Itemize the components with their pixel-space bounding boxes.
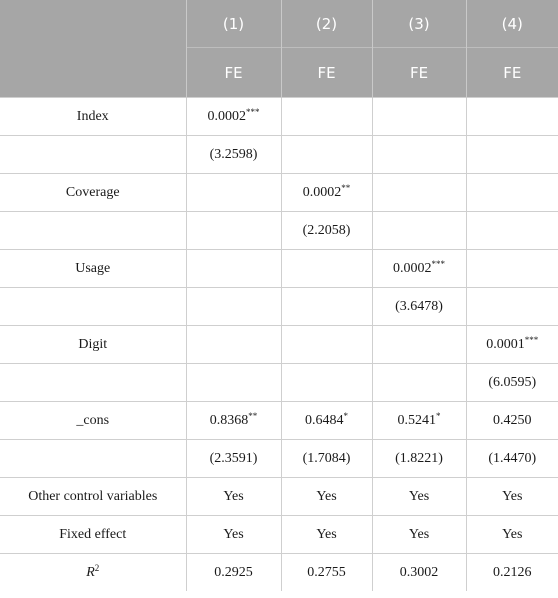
cell-col-3: 0.0002*** (372, 250, 466, 288)
cell-col-2 (281, 136, 372, 174)
table-row (0, 402, 558, 440)
cell-col-2 (281, 250, 372, 288)
cell-col-3 (372, 136, 466, 174)
row-label: Index (0, 98, 186, 136)
significance-stars: *** (431, 258, 445, 269)
table-row (0, 440, 558, 478)
cell-col-3: 0.5241* (372, 402, 466, 440)
cell-col-3: Yes (372, 516, 466, 554)
r-squared-exponent: 2 (94, 562, 100, 573)
r-squared-symbol: R (86, 564, 95, 580)
table-row (0, 516, 558, 554)
cell-col-2 (281, 326, 372, 364)
row-label (0, 136, 186, 174)
cell-col-2: 0.6484* (281, 402, 372, 440)
significance-stars: *** (246, 106, 260, 117)
cell-col-2 (281, 288, 372, 326)
row-label (0, 212, 186, 250)
cell-col-1: Yes (186, 516, 281, 554)
table-row (0, 98, 558, 136)
column-method-2: FE (281, 48, 372, 98)
cell-col-4: (6.0595) (466, 364, 558, 402)
column-number-3: (3) (372, 0, 466, 48)
table-row (0, 364, 558, 402)
cell-col-1: (2.3591) (186, 440, 281, 478)
row-label: Usage (0, 250, 186, 288)
row-label (0, 364, 186, 402)
cell-col-3: (3.6478) (372, 288, 466, 326)
cell-col-4: 0.4250 (466, 402, 558, 440)
cell-col-2: 0.0002** (281, 174, 372, 212)
table-row (0, 288, 558, 326)
cell-col-4 (466, 174, 558, 212)
cell-col-3 (372, 326, 466, 364)
row-label: Digit (0, 326, 186, 364)
cell-col-3 (372, 212, 466, 250)
r-squared-col-1: 0.2925 (186, 554, 281, 592)
r-squared-col-2: 0.2755 (281, 554, 372, 592)
cell-col-4 (466, 98, 558, 136)
cell-col-1: Yes (186, 478, 281, 516)
table-row (0, 478, 558, 516)
cell-col-2: Yes (281, 478, 372, 516)
cell-col-2 (281, 98, 372, 136)
row-label (0, 440, 186, 478)
cell-col-1: 0.0002*** (186, 98, 281, 136)
table-body (0, 98, 558, 592)
cell-col-1 (186, 326, 281, 364)
cell-col-2 (281, 364, 372, 402)
table-row (0, 326, 558, 364)
cell-col-4: (1.4470) (466, 440, 558, 478)
column-number-4: (4) (466, 0, 558, 48)
cell-col-4 (466, 288, 558, 326)
cell-col-1 (186, 364, 281, 402)
row-label: _cons (0, 402, 186, 440)
cell-col-1 (186, 174, 281, 212)
row-label (0, 288, 186, 326)
table-row (0, 212, 558, 250)
cell-col-4: 0.0001*** (466, 326, 558, 364)
significance-stars: * (436, 410, 441, 421)
r-squared-label (0, 554, 186, 592)
column-method-1: FE (186, 48, 281, 98)
cell-col-1 (186, 212, 281, 250)
cell-col-4 (466, 136, 558, 174)
column-number-2: (2) (281, 0, 372, 48)
r-squared-col-3: 0.3002 (372, 554, 466, 592)
cell-col-1 (186, 288, 281, 326)
table-row (0, 136, 558, 174)
row-label: Other control variables (0, 478, 186, 516)
table-row (0, 174, 558, 212)
row-label: Coverage (0, 174, 186, 212)
significance-stars: * (343, 410, 348, 421)
column-number-1: (1) (186, 0, 281, 48)
table-row (0, 250, 558, 288)
header-corner (0, 0, 186, 98)
cell-col-3 (372, 364, 466, 402)
cell-col-4 (466, 250, 558, 288)
significance-stars: ** (341, 182, 351, 193)
cell-col-4 (466, 212, 558, 250)
cell-col-3: (1.8221) (372, 440, 466, 478)
significance-stars: *** (524, 334, 539, 345)
cell-col-3: Yes (372, 478, 466, 516)
table-header (0, 0, 558, 98)
cell-col-3 (372, 174, 466, 212)
cell-col-1: 0.8368** (186, 402, 281, 440)
cell-col-1 (186, 250, 281, 288)
r-squared-row (0, 554, 558, 592)
significance-stars: ** (248, 410, 258, 421)
cell-col-2: (1.7084) (281, 440, 372, 478)
cell-col-4: Yes (466, 516, 558, 554)
column-method-4: FE (466, 48, 558, 98)
column-method-3: FE (372, 48, 466, 98)
cell-col-1: (3.2598) (186, 136, 281, 174)
row-label: Fixed effect (0, 516, 186, 554)
cell-col-3 (372, 98, 466, 136)
cell-col-2: (2.2058) (281, 212, 372, 250)
header-row-numbers (0, 0, 558, 48)
r-squared-col-4: 0.2126 (466, 554, 558, 592)
cell-col-2: Yes (281, 516, 372, 554)
cell-col-4: Yes (466, 478, 558, 516)
